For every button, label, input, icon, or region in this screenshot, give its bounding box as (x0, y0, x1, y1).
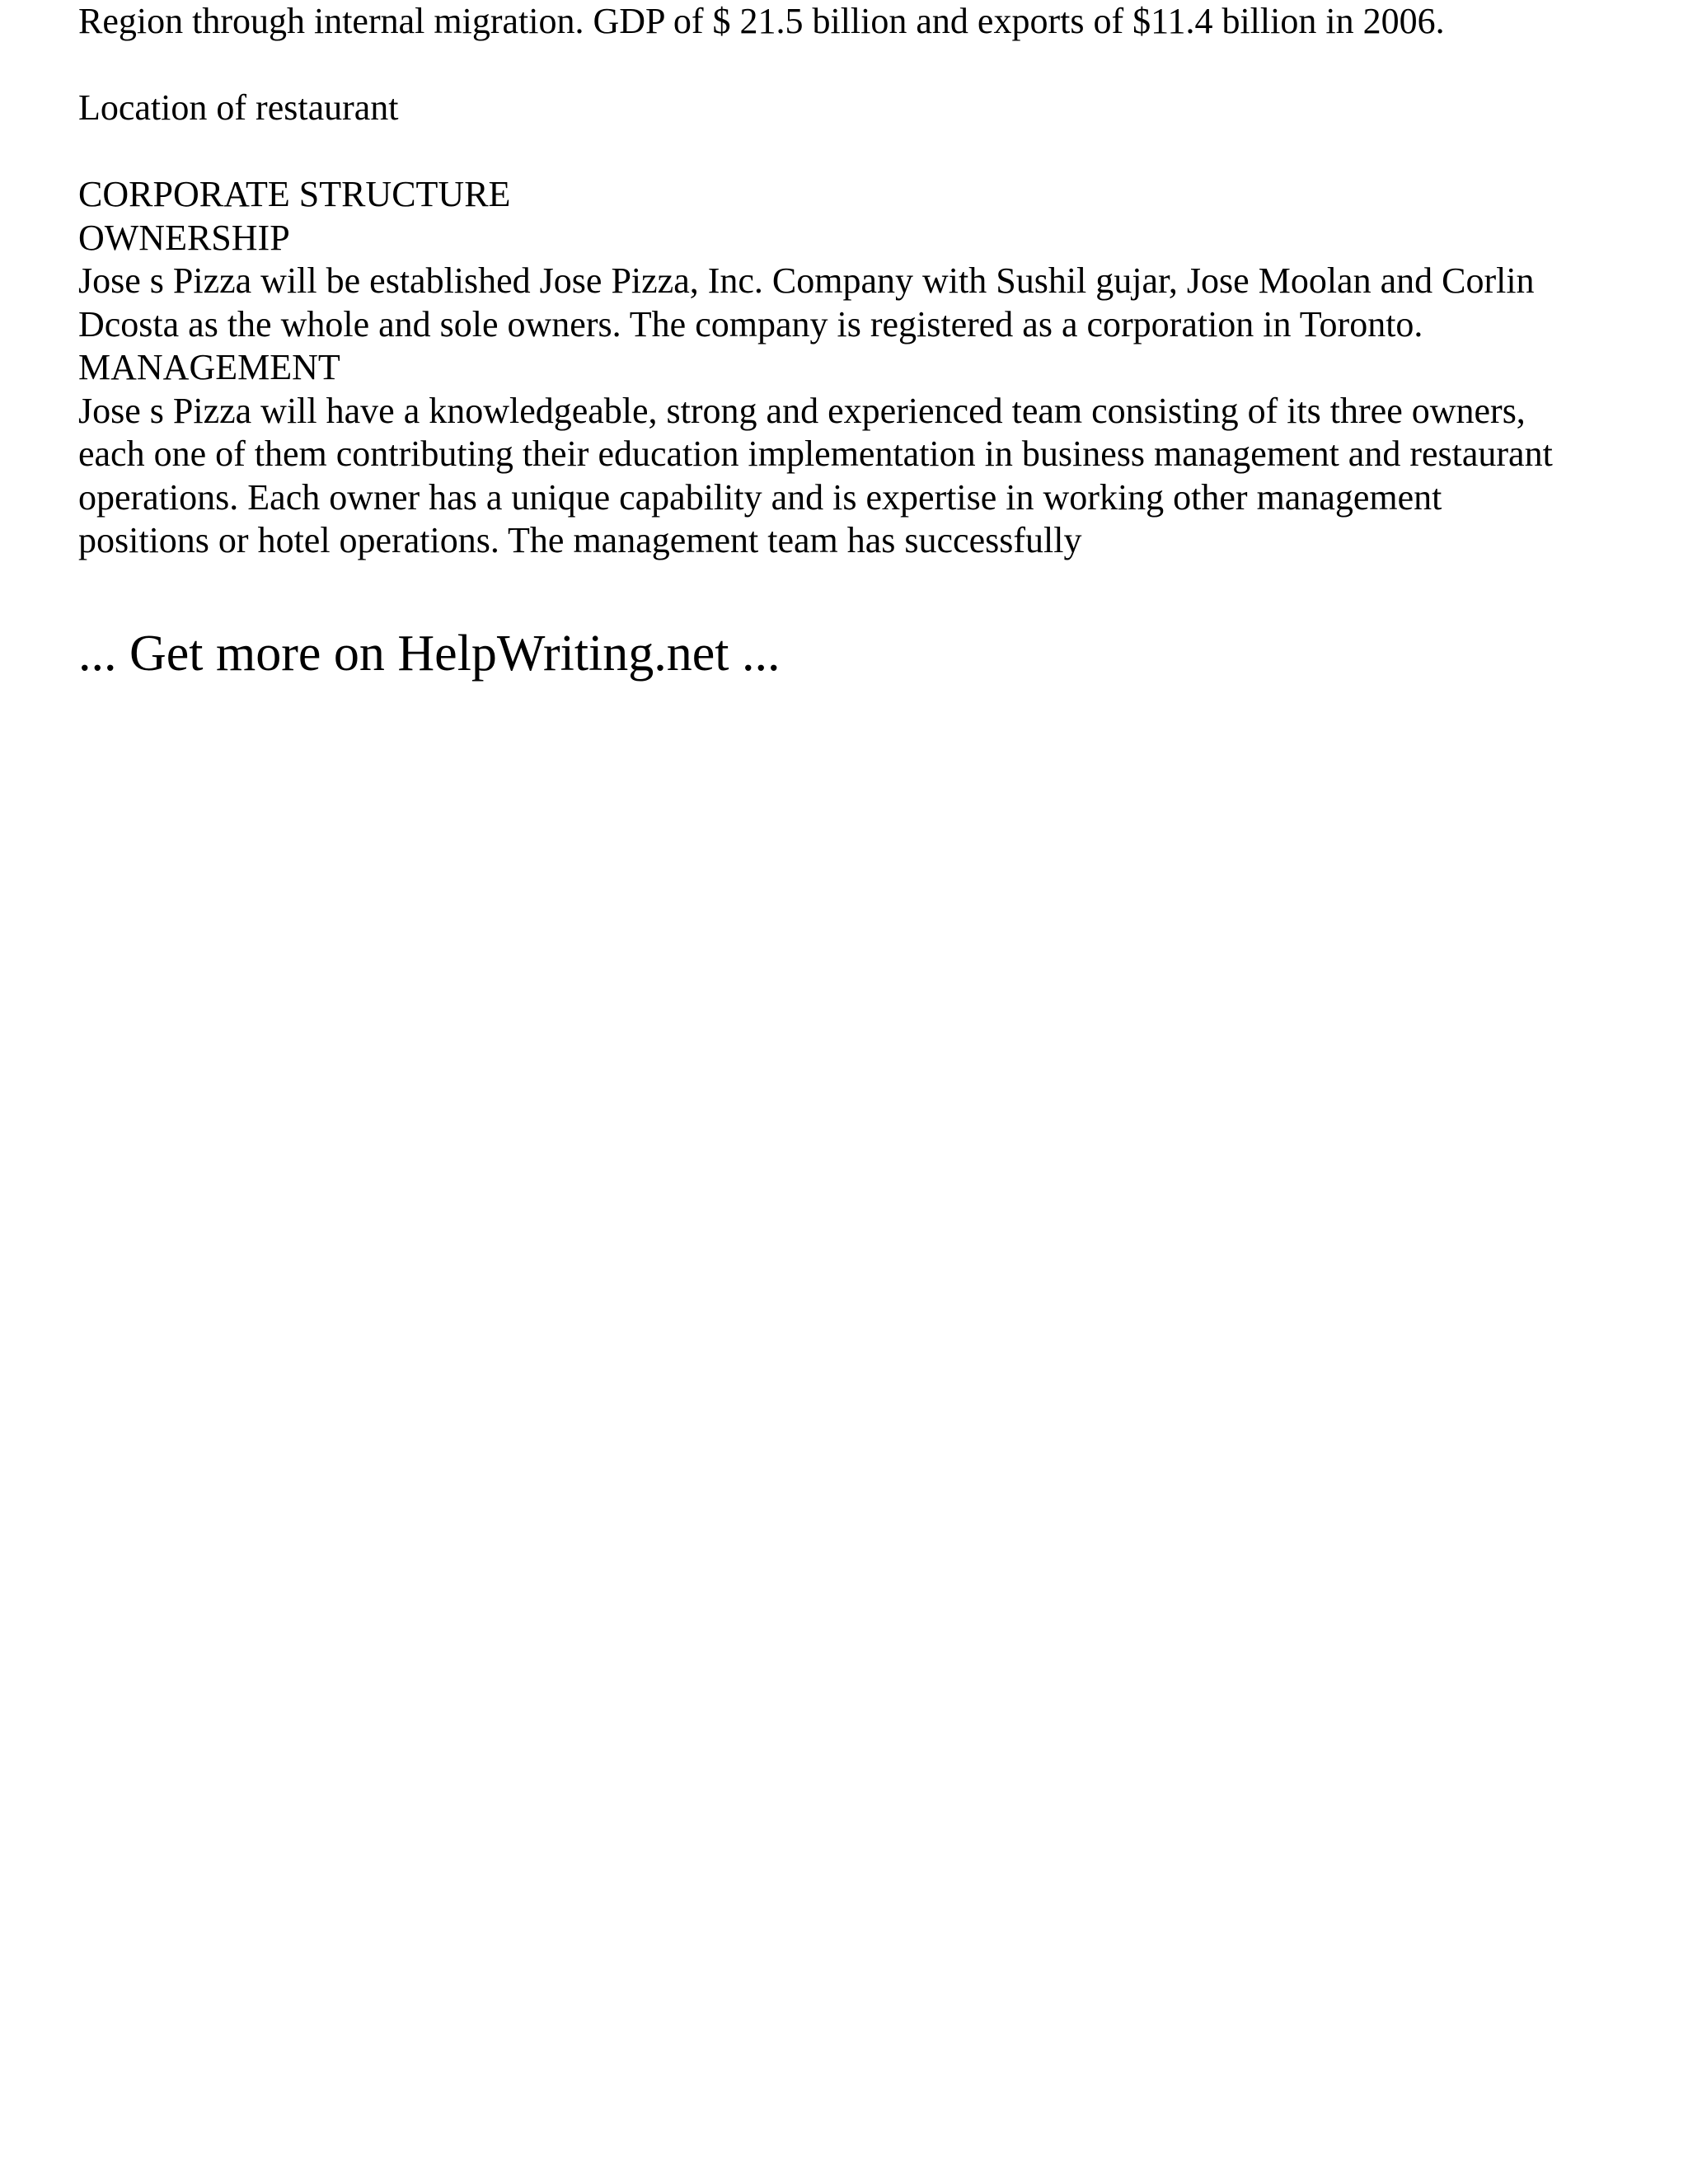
management-text-line-1: Jose s Pizza will have a knowledgeable, strong and experienced team consisting of its three owners, (78, 390, 1526, 431)
ownership-heading: OWNERSHIP (78, 217, 290, 258)
paragraph-gap (78, 563, 1644, 607)
get-more-link[interactable]: ... Get more on HelpWriting.net ... (78, 626, 781, 682)
ownership-text-line-1: Jose s Pizza will be established Jose Pizza, Inc. Company with Sushil gujar, Jose Moolan and Corlin (78, 260, 1535, 301)
paragraph-gap (78, 130, 1644, 174)
paragraph-gap (78, 44, 1644, 87)
document-body (78, 0, 1644, 683)
region-text: Region through internal migration. GDP of $ 21.5 billion and exports of $11.4 billion in 2006. (78, 1, 1445, 41)
ownership-text-line-2: Dcosta as the whole and sole owners. The company is registered as a corporation in Toronto. (78, 303, 1423, 344)
corporate-structure-heading: CORPORATE STRUCTURE (78, 174, 511, 214)
location-text: Location of restaurant (78, 87, 399, 128)
management-heading: MANAGEMENT (78, 347, 340, 387)
management-text-line-4: positions or hotel operations. The management team has successfully (78, 520, 1082, 560)
management-text-line-3: operations. Each owner has a unique capability and is expertise in working other management (78, 476, 1442, 518)
management-text-line-2: each one of them contributing their education implementation in business management and restaurant (78, 434, 1553, 474)
